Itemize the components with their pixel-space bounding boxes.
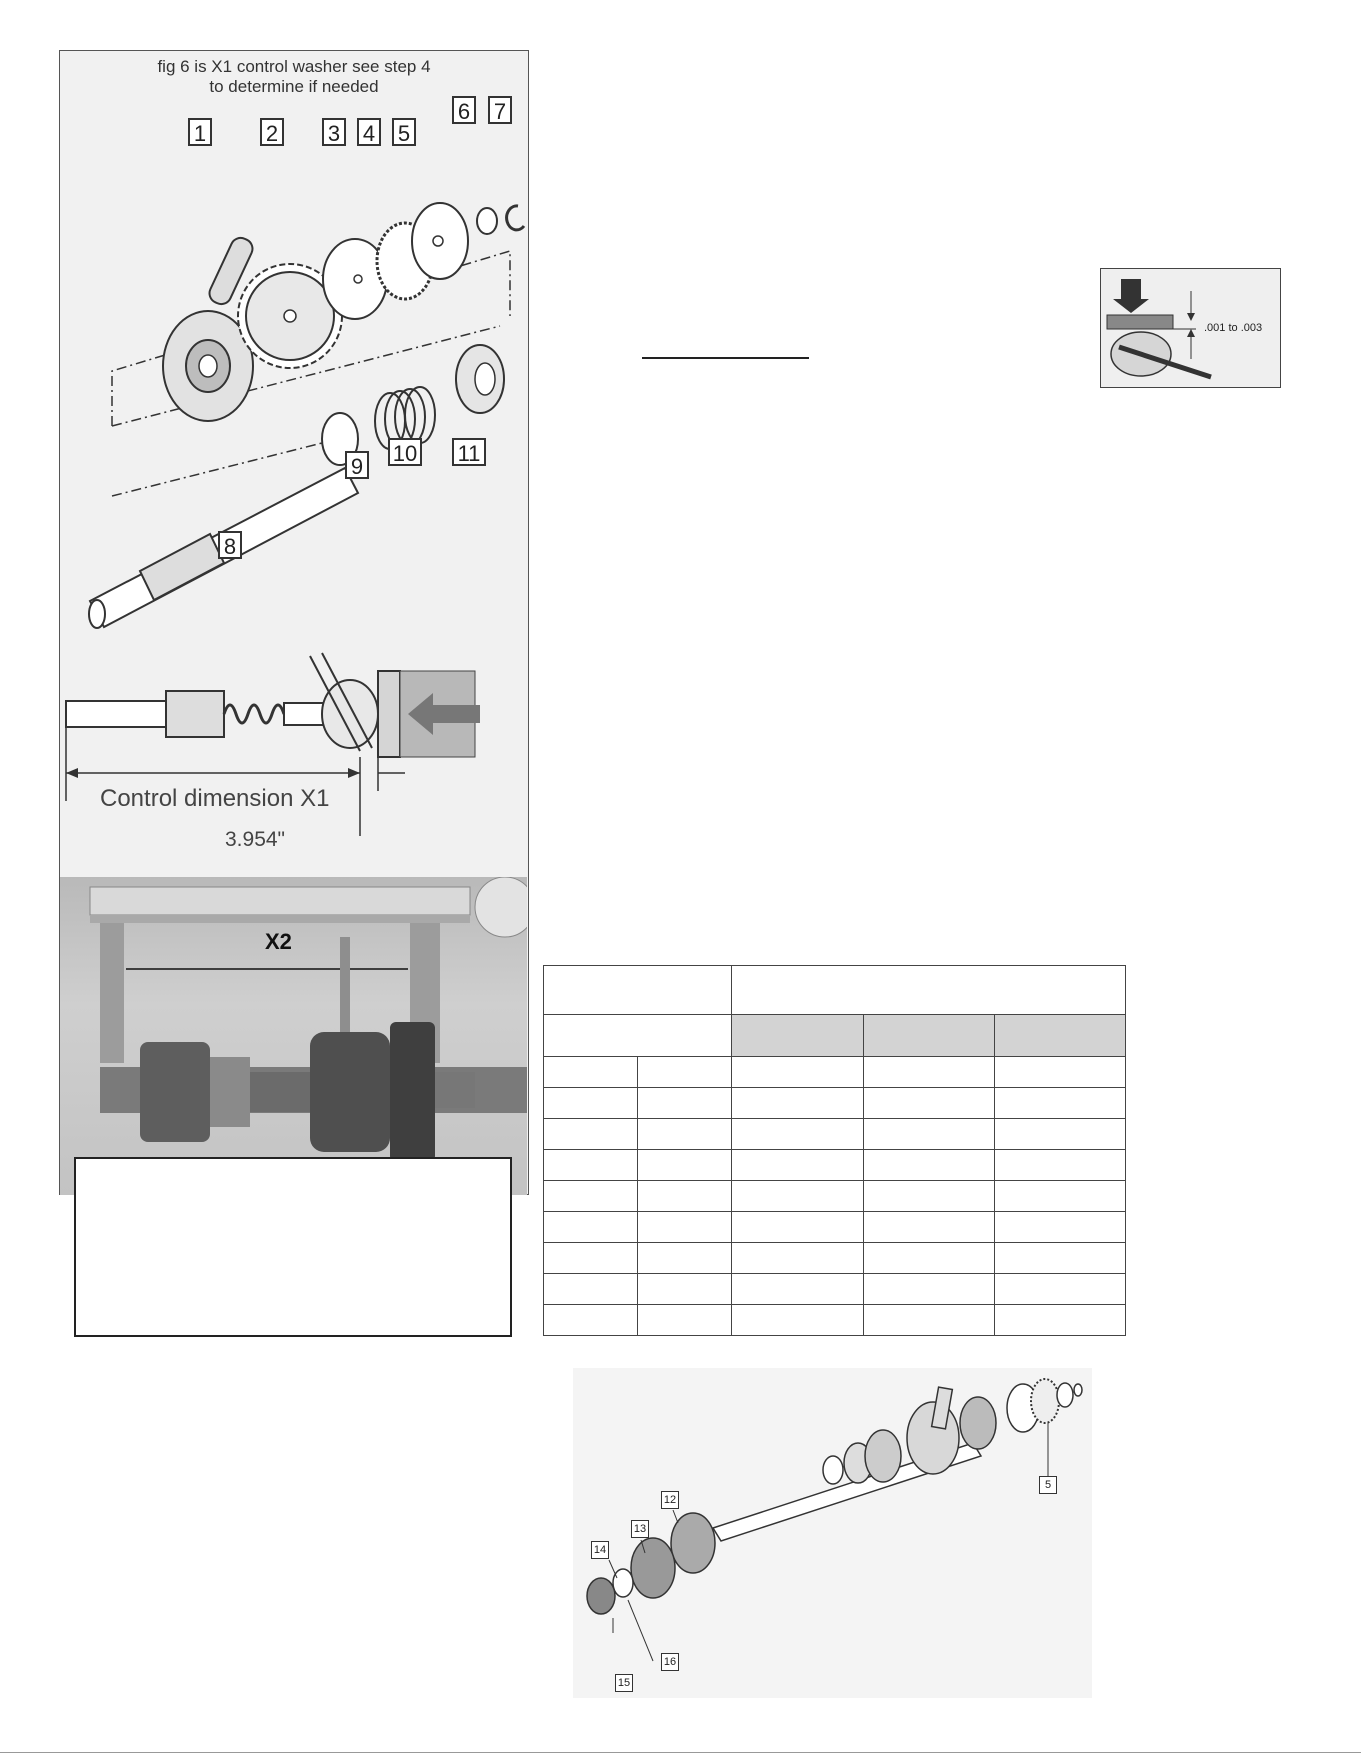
table-cell <box>544 1150 638 1181</box>
part-label-7: 7 <box>488 96 512 124</box>
table-row <box>544 1305 1126 1336</box>
table-cell <box>638 1150 732 1181</box>
table-cell <box>864 1243 995 1274</box>
table-cell <box>544 1057 638 1088</box>
x2-measurement-label: X2 <box>265 929 292 954</box>
text-underline <box>642 357 809 359</box>
part-label-3: 3 <box>322 118 346 146</box>
table-row <box>544 1015 1126 1057</box>
table-header-cell <box>544 966 732 1015</box>
table-cell <box>995 1119 1126 1150</box>
table-cell <box>864 1181 995 1212</box>
table-row <box>544 1243 1126 1274</box>
table-cell <box>544 1212 638 1243</box>
table-cell <box>732 1119 864 1150</box>
part-label-10: 10 <box>388 438 422 466</box>
part-label-8: 8 <box>218 531 242 559</box>
table-cell <box>732 1305 864 1336</box>
table-row <box>544 966 1126 1015</box>
control-dimension-label: Control dimension X1 <box>100 785 330 812</box>
table-cell <box>544 1088 638 1119</box>
table-cell <box>544 1181 638 1212</box>
table-cell <box>638 1181 732 1212</box>
caliper-measurement-photo <box>60 877 527 1195</box>
control-dimension-value: 3.954" <box>225 828 286 851</box>
table-cell <box>638 1088 732 1119</box>
table-row <box>544 1057 1126 1088</box>
table-cell <box>995 1057 1126 1088</box>
table-row <box>544 1212 1126 1243</box>
table-cell <box>864 1057 995 1088</box>
part-label-14: 14 <box>591 1541 609 1559</box>
spec-table <box>543 965 1126 1336</box>
table-row <box>544 1119 1126 1150</box>
table-cell <box>732 1181 864 1212</box>
figure-caption-line-1: fig 6 is X1 control washer see step 4 <box>157 57 431 76</box>
table-cell <box>638 1243 732 1274</box>
table-cell <box>638 1274 732 1305</box>
table-cell <box>864 1305 995 1336</box>
table-header-cell <box>732 966 1126 1015</box>
table-cell <box>732 1212 864 1243</box>
part-label-16: 16 <box>661 1653 679 1671</box>
part-label-15: 15 <box>615 1674 633 1692</box>
table-header-cell <box>544 1015 732 1057</box>
table-cell <box>995 1212 1126 1243</box>
table-cell <box>864 1212 995 1243</box>
part-label-6: 6 <box>452 96 476 124</box>
exploded-view-figure <box>59 50 529 1195</box>
table-row <box>544 1181 1126 1212</box>
table-cell <box>544 1305 638 1336</box>
table-row <box>544 1274 1126 1305</box>
part-label-2: 2 <box>260 118 284 146</box>
table-cell <box>995 1150 1126 1181</box>
part-label-1: 1 <box>188 118 212 146</box>
table-cell <box>732 1243 864 1274</box>
table-cell <box>995 1305 1126 1336</box>
table-header-cell <box>995 1015 1126 1057</box>
table-cell <box>544 1243 638 1274</box>
figure-caption-line-2: to determine if needed <box>209 77 379 96</box>
table-cell <box>995 1088 1126 1119</box>
part-label-5: 5 <box>1039 1476 1057 1494</box>
table-cell <box>732 1088 864 1119</box>
notes-box <box>74 1157 512 1337</box>
table-cell <box>864 1119 995 1150</box>
table-cell <box>864 1088 995 1119</box>
table-header-cell <box>864 1015 995 1057</box>
table-cell <box>638 1057 732 1088</box>
part-label-4: 4 <box>357 118 381 146</box>
part-label-12: 12 <box>661 1491 679 1509</box>
table-cell <box>544 1119 638 1150</box>
table-cell <box>732 1150 864 1181</box>
table-cell <box>638 1119 732 1150</box>
page-bottom-rule <box>0 1752 1361 1753</box>
full-assembly-exploded-view <box>573 1368 1092 1698</box>
table-cell <box>995 1274 1126 1305</box>
table-cell <box>864 1150 995 1181</box>
table-row <box>544 1150 1126 1181</box>
part-label-11: 11 <box>452 438 486 466</box>
table-cell <box>864 1274 995 1305</box>
table-cell <box>995 1243 1126 1274</box>
part-label-5: 5 <box>392 118 416 146</box>
table-cell <box>995 1181 1126 1212</box>
table-cell <box>638 1212 732 1243</box>
table-cell <box>732 1057 864 1088</box>
clearance-gauge-figure <box>1100 268 1281 388</box>
table-header-cell <box>732 1015 864 1057</box>
tolerance-label: .001 to .003 <box>1204 322 1263 334</box>
exploded-parts-drawing <box>60 101 528 641</box>
table-cell <box>638 1305 732 1336</box>
part-label-9: 9 <box>345 451 369 479</box>
table-row <box>544 1088 1126 1119</box>
part-label-13: 13 <box>631 1520 649 1538</box>
table-cell <box>732 1274 864 1305</box>
table-cell <box>544 1274 638 1305</box>
